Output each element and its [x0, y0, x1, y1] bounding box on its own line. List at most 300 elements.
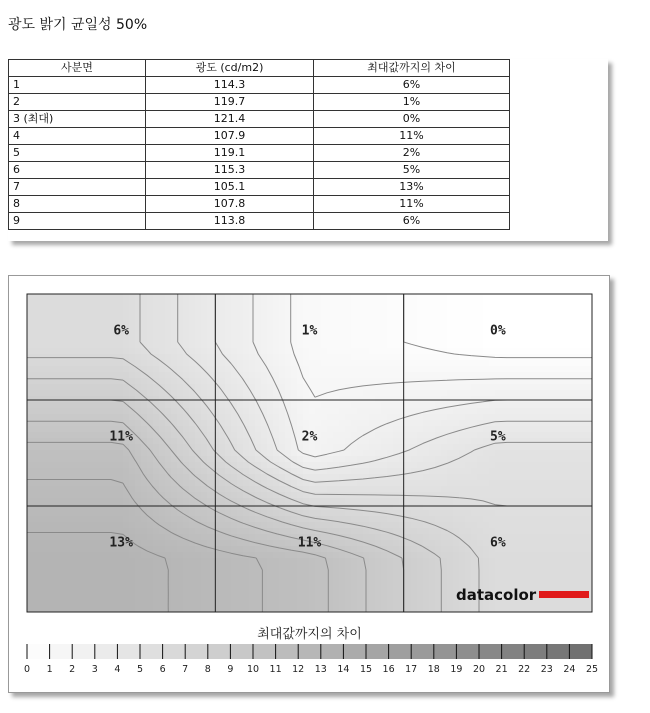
- heatmap-pixel: [375, 504, 382, 511]
- heatmap-pixel: [579, 552, 586, 559]
- heatmap-pixel: [285, 354, 292, 361]
- heatmap-pixel: [393, 426, 400, 433]
- heatmap-pixel: [351, 468, 358, 475]
- heatmap-pixel: [543, 552, 550, 559]
- heatmap-pixel: [267, 576, 274, 583]
- heatmap-pixel: [525, 372, 532, 379]
- heatmap-pixel: [45, 594, 52, 601]
- heatmap-pixel: [357, 582, 364, 589]
- heatmap-pixel: [255, 516, 262, 523]
- heatmap-pixel: [579, 318, 586, 325]
- heatmap-pixel: [435, 450, 442, 457]
- heatmap-pixel: [453, 360, 460, 367]
- heatmap-pixel: [507, 498, 514, 505]
- heatmap-pixel: [33, 486, 40, 493]
- heatmap-pixel: [555, 324, 562, 331]
- heatmap-pixel: [537, 456, 544, 463]
- heatmap-pixel: [291, 480, 298, 487]
- heatmap-pixel: [273, 324, 280, 331]
- heatmap-pixel: [147, 366, 154, 373]
- heatmap-pixel: [297, 300, 304, 307]
- heatmap-pixel: [57, 294, 64, 301]
- heatmap-pixel: [339, 300, 346, 307]
- heatmap-pixel: [141, 462, 148, 469]
- heatmap-pixel: [273, 396, 280, 403]
- heatmap-pixel: [243, 588, 250, 595]
- heatmap-pixel: [357, 330, 364, 337]
- heatmap-pixel: [297, 516, 304, 523]
- heatmap-pixel: [81, 372, 88, 379]
- heatmap-pixel: [351, 396, 358, 403]
- heatmap-pixel: [351, 558, 358, 565]
- heatmap-pixel: [423, 552, 430, 559]
- heatmap-pixel: [165, 522, 172, 529]
- heatmap-pixel: [153, 426, 160, 433]
- heatmap-pixel: [417, 366, 424, 373]
- heatmap-pixel: [447, 372, 454, 379]
- heatmap-pixel: [27, 486, 34, 493]
- heatmap-pixel: [207, 390, 214, 397]
- heatmap-pixel: [309, 552, 316, 559]
- heatmap-pixel: [399, 372, 406, 379]
- heatmap-pixel: [309, 372, 316, 379]
- heatmap-pixel: [513, 366, 520, 373]
- heatmap-pixel: [111, 396, 118, 403]
- heatmap-pixel: [195, 384, 202, 391]
- heatmap-pixel: [243, 528, 250, 535]
- heatmap-pixel: [255, 474, 262, 481]
- heatmap-pixel: [45, 492, 52, 499]
- heatmap-pixel: [123, 516, 130, 523]
- heatmap-pixel: [33, 396, 40, 403]
- heatmap-pixel: [33, 306, 40, 313]
- heatmap-pixel: [315, 414, 322, 421]
- heatmap-pixel: [171, 342, 178, 349]
- heatmap-pixel: [333, 396, 340, 403]
- heatmap-pixel: [231, 390, 238, 397]
- heatmap-pixel: [585, 414, 592, 421]
- heatmap-pixel: [531, 372, 538, 379]
- heatmap-pixel: [51, 606, 58, 612]
- heatmap-pixel: [513, 408, 520, 415]
- heatmap-pixel: [363, 324, 370, 331]
- heatmap-pixel: [45, 600, 52, 607]
- heatmap-pixel: [303, 576, 310, 583]
- heatmap-pixel: [489, 450, 496, 457]
- heatmap-pixel: [249, 306, 256, 313]
- heatmap-pixel: [255, 486, 262, 493]
- heatmap-pixel: [93, 306, 100, 313]
- heatmap-pixel: [105, 390, 112, 397]
- heatmap-pixel: [429, 504, 436, 511]
- heatmap-pixel: [81, 438, 88, 445]
- heatmap-pixel: [561, 528, 568, 535]
- heatmap-pixel: [543, 414, 550, 421]
- heatmap-pixel: [345, 600, 352, 607]
- heatmap-pixel: [465, 492, 472, 499]
- heatmap-pixel: [57, 312, 64, 319]
- heatmap-pixel: [393, 342, 400, 349]
- heatmap-pixel: [519, 552, 526, 559]
- heatmap-pixel: [543, 486, 550, 493]
- heatmap-pixel: [87, 468, 94, 475]
- heatmap-pixel: [81, 546, 88, 553]
- heatmap-pixel: [183, 432, 190, 439]
- heatmap-pixel: [111, 348, 118, 355]
- heatmap-pixel: [483, 486, 490, 493]
- heatmap-pixel: [519, 342, 526, 349]
- heatmap-pixel: [207, 564, 214, 571]
- heatmap-pixel: [441, 390, 448, 397]
- heatmap-pixel: [123, 558, 130, 565]
- heatmap-pixel: [357, 336, 364, 343]
- heatmap-pixel: [567, 462, 574, 469]
- heatmap-pixel: [63, 336, 70, 343]
- heatmap-pixel: [393, 300, 400, 307]
- heatmap-pixel: [501, 576, 508, 583]
- heatmap-pixel: [573, 426, 580, 433]
- heatmap-pixel: [375, 324, 382, 331]
- heatmap-pixel: [345, 420, 352, 427]
- heatmap-pixel: [69, 294, 76, 301]
- heatmap-pixel: [231, 438, 238, 445]
- heatmap-pixel: [249, 570, 256, 577]
- heatmap-pixel: [375, 354, 382, 361]
- heatmap-pixel: [585, 384, 592, 391]
- heatmap-pixel: [531, 546, 538, 553]
- heatmap-pixel: [261, 504, 268, 511]
- heatmap-pixel: [273, 300, 280, 307]
- heatmap-pixel: [405, 426, 412, 433]
- heatmap-pixel: [129, 600, 136, 607]
- heatmap-pixel: [81, 366, 88, 373]
- heatmap-pixel: [441, 300, 448, 307]
- heatmap-pixel: [27, 564, 34, 571]
- heatmap-pixel: [465, 444, 472, 451]
- heatmap-pixel: [339, 468, 346, 475]
- heatmap-pixel: [123, 342, 130, 349]
- heatmap-pixel: [267, 510, 274, 517]
- heatmap-pixel: [225, 540, 232, 547]
- heatmap-pixel: [531, 390, 538, 397]
- heatmap-pixel: [519, 570, 526, 577]
- heatmap-pixel: [201, 570, 208, 577]
- heatmap-pixel: [105, 330, 112, 337]
- heatmap-pixel: [189, 312, 196, 319]
- heatmap-pixel: [243, 402, 250, 409]
- heatmap-pixel: [225, 312, 232, 319]
- heatmap-pixel: [81, 498, 88, 505]
- heatmap-pixel: [69, 318, 76, 325]
- heatmap-pixel: [411, 462, 418, 469]
- heatmap-pixel: [381, 444, 388, 451]
- heatmap-pixel: [483, 516, 490, 523]
- heatmap-pixel: [285, 378, 292, 385]
- heatmap-pixel: [75, 300, 82, 307]
- heatmap-pixel: [273, 360, 280, 367]
- heatmap-pixel: [273, 372, 280, 379]
- heatmap-pixel: [537, 408, 544, 415]
- heatmap-pixel: [231, 594, 238, 601]
- heatmap-pixel: [87, 300, 94, 307]
- heatmap-pixel: [471, 336, 478, 343]
- heatmap-pixel: [525, 462, 532, 469]
- heatmap-pixel: [501, 486, 508, 493]
- heatmap-pixel: [267, 408, 274, 415]
- heatmap-pixel: [399, 294, 406, 301]
- heatmap-pixel: [555, 432, 562, 439]
- heatmap-pixel: [387, 342, 394, 349]
- heatmap-pixel: [477, 372, 484, 379]
- heatmap-pixel: [315, 408, 322, 415]
- heatmap-pixel: [87, 336, 94, 343]
- heatmap-pixel: [321, 300, 328, 307]
- heatmap-pixel: [477, 516, 484, 523]
- heatmap-pixel: [57, 504, 64, 511]
- heatmap-pixel: [279, 300, 286, 307]
- heatmap-pixel: [201, 486, 208, 493]
- heatmap-pixel: [429, 360, 436, 367]
- heatmap-pixel: [537, 294, 544, 301]
- heatmap-pixel: [105, 300, 112, 307]
- heatmap-pixel: [177, 438, 184, 445]
- heatmap-pixel: [27, 366, 34, 373]
- heatmap-pixel: [567, 570, 574, 577]
- heatmap-pixel: [165, 330, 172, 337]
- heatmap-pixel: [405, 348, 412, 355]
- heatmap-pixel: [507, 372, 514, 379]
- heatmap-pixel: [525, 510, 532, 517]
- heatmap-pixel: [237, 330, 244, 337]
- heatmap-pixel: [555, 372, 562, 379]
- heatmap-pixel: [309, 570, 316, 577]
- heatmap-pixel: [27, 432, 34, 439]
- heatmap-pixel: [207, 348, 214, 355]
- heatmap-pixel: [459, 564, 466, 571]
- heatmap-pixel: [567, 342, 574, 349]
- heatmap-pixel: [309, 582, 316, 589]
- heatmap-pixel: [447, 354, 454, 361]
- heatmap-pixel: [351, 570, 358, 577]
- heatmap-pixel: [219, 366, 226, 373]
- heatmap-pixel: [375, 468, 382, 475]
- heatmap-pixel: [159, 366, 166, 373]
- heatmap-pixel: [489, 294, 496, 301]
- heatmap-pixel: [87, 534, 94, 541]
- heatmap-pixel: [423, 402, 430, 409]
- heatmap-pixel: [75, 342, 82, 349]
- heatmap-pixel: [189, 396, 196, 403]
- heatmap-pixel: [459, 408, 466, 415]
- heatmap-pixel: [525, 312, 532, 319]
- heatmap-pixel: [117, 390, 124, 397]
- heatmap-pixel: [183, 360, 190, 367]
- heatmap-pixel: [129, 528, 136, 535]
- heatmap-pixel: [129, 552, 136, 559]
- heatmap-pixel: [99, 492, 106, 499]
- heatmap-pixel: [327, 414, 334, 421]
- heatmap-pixel: [93, 600, 100, 607]
- heatmap-pixel: [423, 330, 430, 337]
- heatmap-pixel: [543, 300, 550, 307]
- heatmap-pixel: [81, 552, 88, 559]
- heatmap-pixel: [69, 522, 76, 529]
- heatmap-pixel: [291, 600, 298, 607]
- heatmap-pixel: [57, 372, 64, 379]
- heatmap-pixel: [267, 294, 274, 301]
- heatmap-pixel: [255, 582, 262, 589]
- heatmap-pixel: [513, 534, 520, 541]
- heatmap-pixel: [387, 582, 394, 589]
- heatmap-pixel: [75, 594, 82, 601]
- heatmap-pixel: [201, 312, 208, 319]
- heatmap-pixel: [69, 516, 76, 523]
- heatmap-pixel: [27, 324, 34, 331]
- heatmap-pixel: [75, 306, 82, 313]
- heatmap-pixel: [555, 336, 562, 343]
- heatmap-pixel: [75, 318, 82, 325]
- heatmap-pixel: [39, 366, 46, 373]
- heatmap-pixel: [159, 600, 166, 607]
- heatmap-pixel: [387, 576, 394, 583]
- heatmap-pixel: [339, 390, 346, 397]
- heatmap-pixel: [573, 402, 580, 409]
- heatmap-pixel: [399, 594, 406, 601]
- quadrant-cell: 8: [9, 196, 146, 213]
- heatmap-pixel: [45, 426, 52, 433]
- heatmap-pixel: [513, 510, 520, 517]
- heatmap-pixel: [87, 396, 94, 403]
- heatmap-pixel: [369, 414, 376, 421]
- heatmap-pixel: [549, 366, 556, 373]
- heatmap-pixel: [219, 402, 226, 409]
- heatmap-pixel: [465, 546, 472, 553]
- heatmap-pixel: [189, 450, 196, 457]
- heatmap-pixel: [285, 588, 292, 595]
- heatmap-pixel: [465, 558, 472, 565]
- heatmap-pixel: [387, 414, 394, 421]
- heatmap-pixel: [339, 420, 346, 427]
- heatmap-pixel: [465, 552, 472, 559]
- heatmap-pixel: [243, 336, 250, 343]
- heatmap-pixel: [45, 312, 52, 319]
- heatmap-pixel: [51, 300, 58, 307]
- heatmap-pixel: [171, 372, 178, 379]
- heatmap-pixel: [225, 414, 232, 421]
- heatmap-pixel: [519, 438, 526, 445]
- heatmap-pixel: [75, 534, 82, 541]
- heatmap-pixel: [351, 546, 358, 553]
- heatmap-pixel: [267, 588, 274, 595]
- heatmap-pixel: [93, 528, 100, 535]
- heatmap-pixel: [381, 384, 388, 391]
- heatmap-pixel: [207, 492, 214, 499]
- heatmap-pixel: [231, 492, 238, 499]
- heatmap-pixel: [573, 510, 580, 517]
- heatmap-pixel: [219, 420, 226, 427]
- heatmap-pixel: [399, 396, 406, 403]
- heatmap-pixel: [339, 402, 346, 409]
- heatmap-pixel: [525, 426, 532, 433]
- heatmap-pixel: [195, 348, 202, 355]
- heatmap-pixel: [507, 300, 514, 307]
- heatmap-pixel: [159, 330, 166, 337]
- heatmap-pixel: [513, 414, 520, 421]
- heatmap-pixel: [543, 402, 550, 409]
- heatmap-pixel: [219, 450, 226, 457]
- heatmap-pixel: [63, 582, 70, 589]
- heatmap-pixel: [489, 396, 496, 403]
- heatmap-pixel: [159, 516, 166, 523]
- heatmap-pixel: [165, 540, 172, 547]
- luminance-cell: 119.1: [146, 145, 314, 162]
- heatmap-pixel: [177, 390, 184, 397]
- heatmap-pixel: [279, 312, 286, 319]
- heatmap-pixel: [519, 402, 526, 409]
- heatmap-pixel: [189, 480, 196, 487]
- heatmap-pixel: [69, 336, 76, 343]
- heatmap-pixel: [405, 594, 412, 601]
- heatmap-pixel: [465, 504, 472, 511]
- heatmap-pixel: [195, 414, 202, 421]
- heatmap-pixel: [453, 378, 460, 385]
- heatmap-pixel: [579, 426, 586, 433]
- heatmap-pixel: [405, 324, 412, 331]
- heatmap-pixel: [429, 414, 436, 421]
- heatmap-pixel: [423, 396, 430, 403]
- heatmap-pixel: [255, 390, 262, 397]
- heatmap-pixel: [585, 504, 592, 511]
- heatmap-pixel: [327, 336, 334, 343]
- heatmap-pixel: [243, 546, 250, 553]
- heatmap-pixel: [105, 348, 112, 355]
- heatmap-pixel: [69, 366, 76, 373]
- heatmap-pixel: [561, 444, 568, 451]
- heatmap-pixel: [531, 522, 538, 529]
- heatmap-pixel: [321, 534, 328, 541]
- heatmap-pixel: [405, 588, 412, 595]
- heatmap-pixel: [519, 396, 526, 403]
- heatmap-pixel: [225, 576, 232, 583]
- heatmap-pixel: [105, 582, 112, 589]
- heatmap-pixel: [57, 426, 64, 433]
- heatmap-pixel: [561, 534, 568, 541]
- heatmap-pixel: [525, 522, 532, 529]
- heatmap-pixel: [213, 588, 220, 595]
- heatmap-pixel: [237, 336, 244, 343]
- heatmap-pixel: [273, 558, 280, 565]
- heatmap-pixel: [243, 558, 250, 565]
- heatmap-pixel: [45, 450, 52, 457]
- heatmap-pixel: [429, 306, 436, 313]
- heatmap-pixel: [477, 564, 484, 571]
- heatmap-pixel: [249, 486, 256, 493]
- heatmap-pixel: [441, 384, 448, 391]
- heatmap-pixel: [153, 594, 160, 601]
- heatmap-pixel: [201, 594, 208, 601]
- heatmap-pixel: [105, 450, 112, 457]
- heatmap-pixel: [447, 420, 454, 427]
- heatmap-pixel: [261, 426, 268, 433]
- heatmap-pixel: [297, 384, 304, 391]
- heatmap-pixel: [363, 378, 370, 385]
- heatmap-pixel: [213, 372, 220, 379]
- heatmap-pixel: [369, 504, 376, 511]
- heatmap-pixel: [159, 372, 166, 379]
- heatmap-pixel: [255, 438, 262, 445]
- heatmap-pixel: [561, 582, 568, 589]
- heatmap-pixel: [393, 432, 400, 439]
